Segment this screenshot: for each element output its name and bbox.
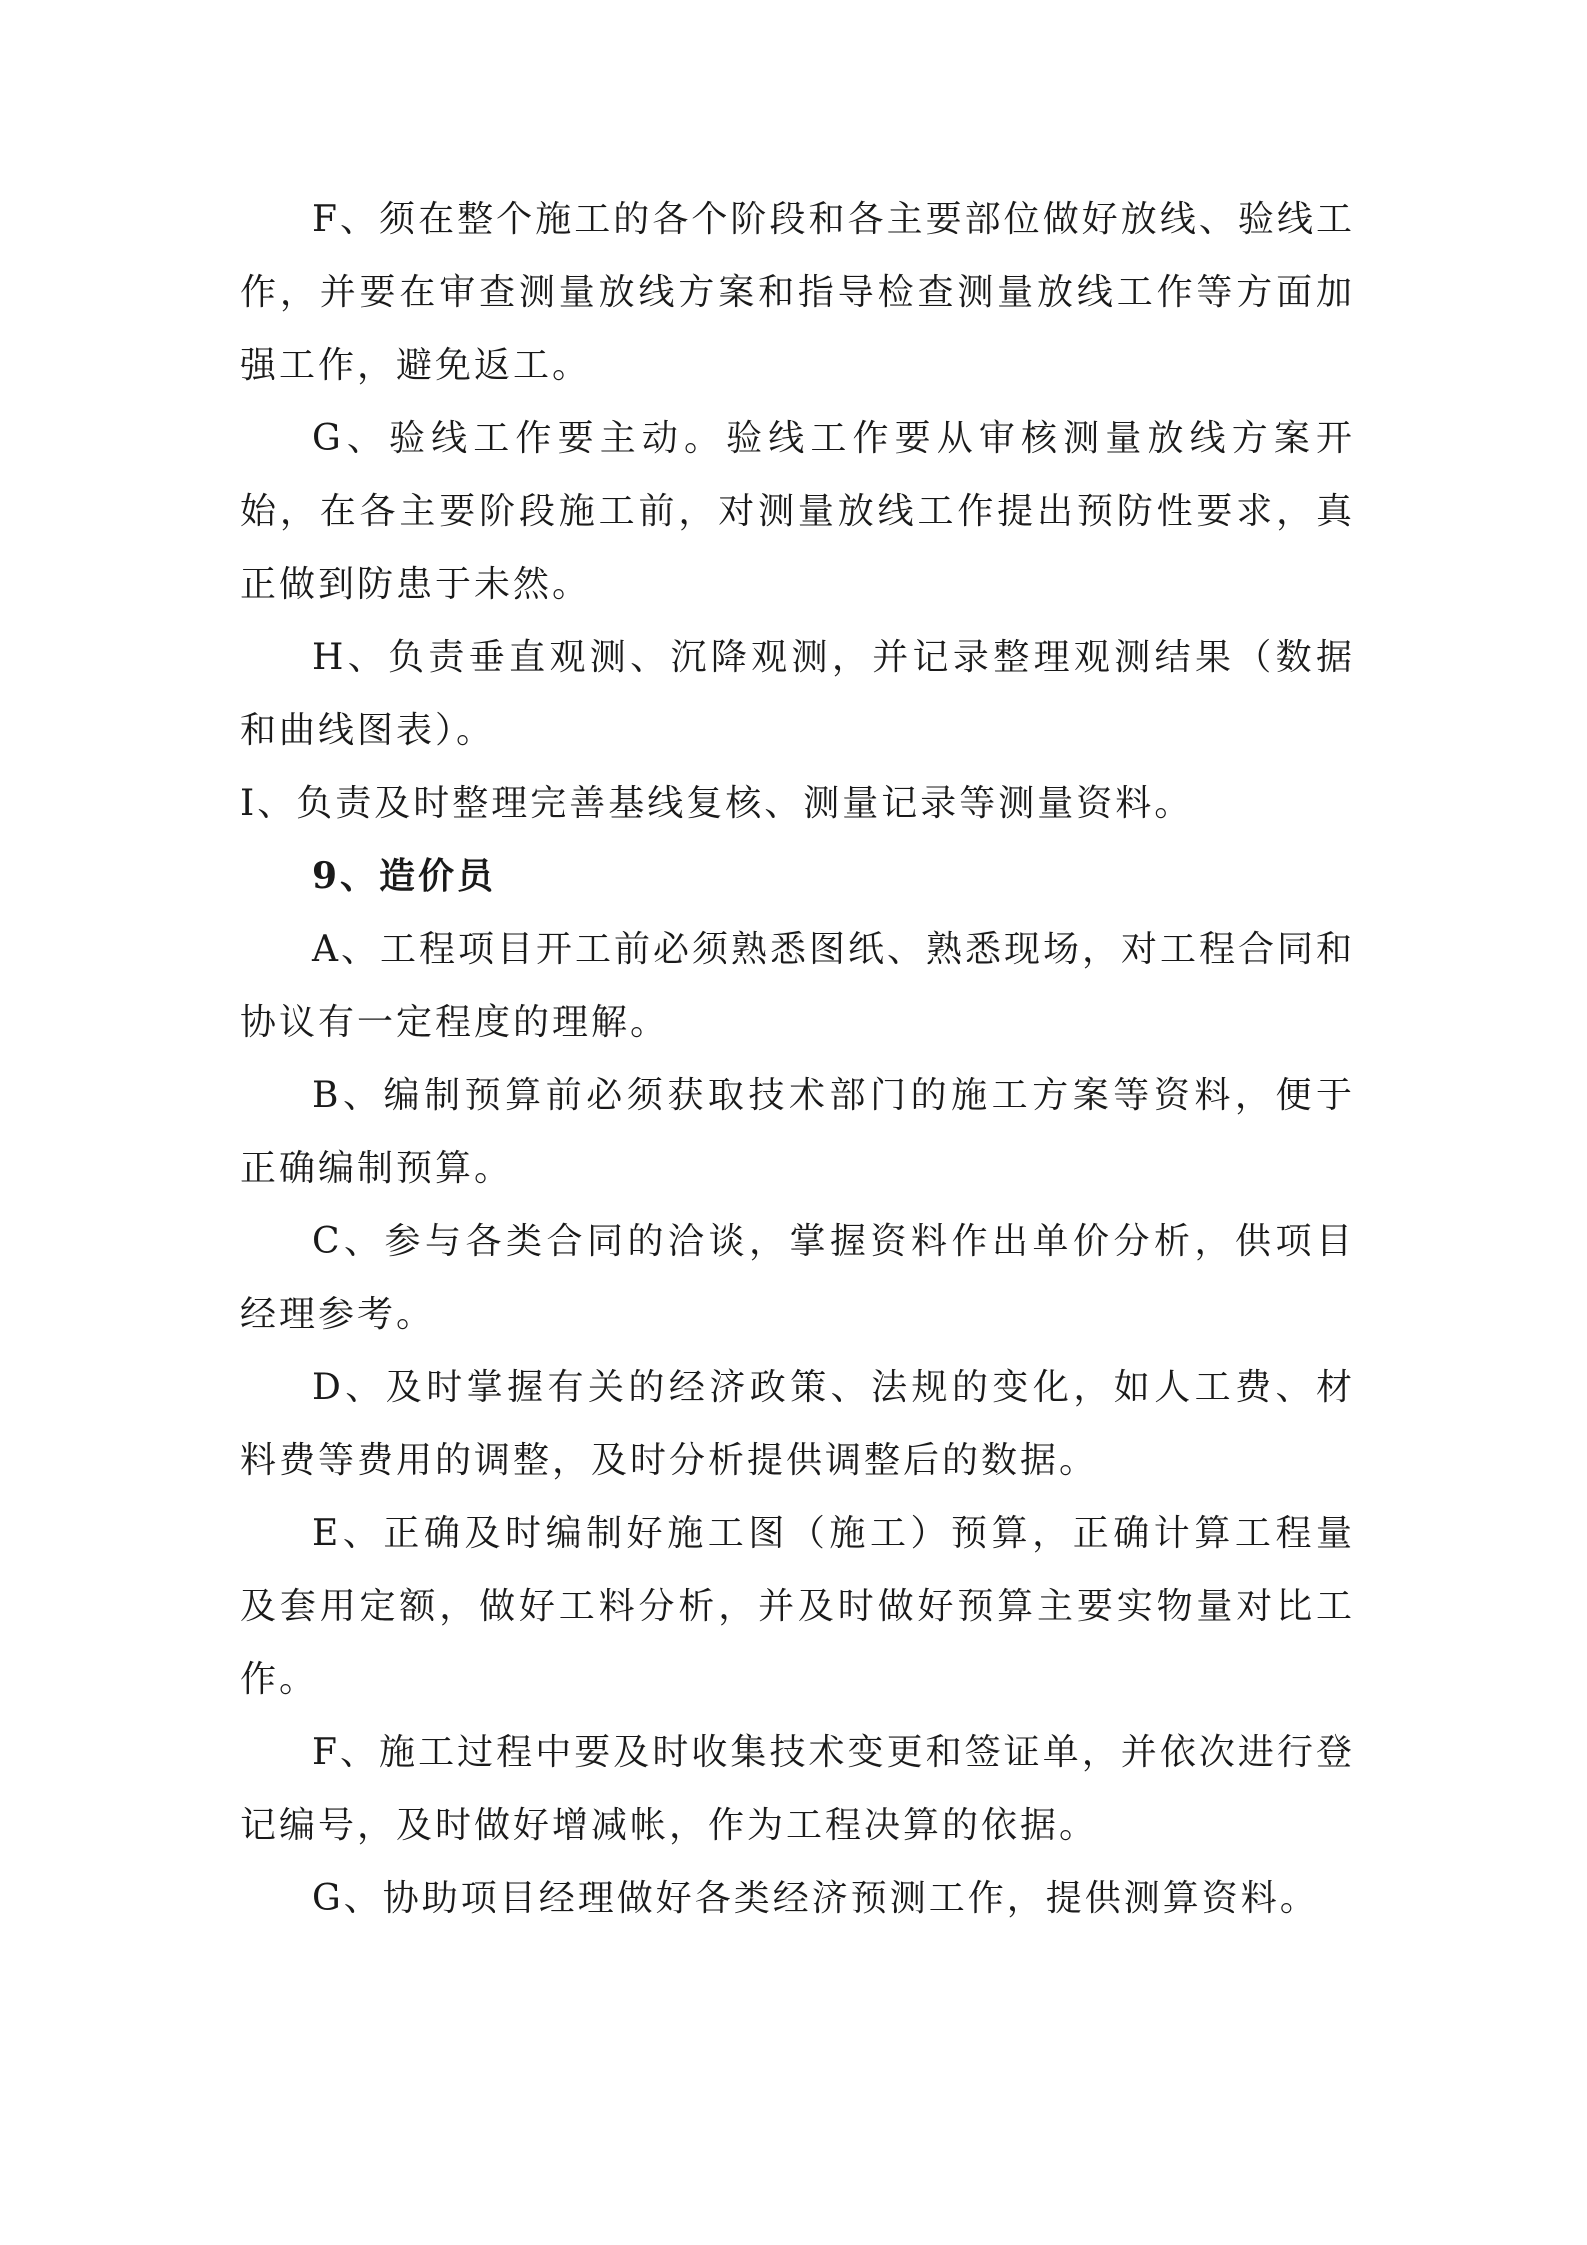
document-body [240,183,1355,1935]
paragraph-i-survey-records: I、负责及时整理完善基线复核、测量记录等测量资料。 [240,783,1194,824]
paragraph-f-change-orders: F、施工过程中要及时收集技术变更和签证单，并依次进行登记编号，及时做好增减帐，作为工程决算的依据。 [240,1732,1355,1846]
section-heading-cost-estimator: 9、造价员 [312,855,497,897]
paragraph-h-observation: H、负责垂直观测、沉降观测，并记录整理观测结果（数据和曲线图表）。 [240,637,1355,751]
paragraph-g-forecast: G、协助项目经理做好各类经济预测工作，提供测算资料。 [312,1878,1319,1919]
paragraph-b-budget: B、编制预算前必须获取技术部门的施工方案等资料，便于正确编制预算。 [240,1075,1355,1189]
paragraph-e-construction-budget: E、正确及时编制好施工图（施工）预算，正确计算工程量及套用定额，做好工料分析，并及时做好预算主要实物量对比工作。 [240,1513,1355,1700]
paragraph-a-drawings: A、工程项目开工前必须熟悉图纸、熟悉现场，对工程合同和协议有一定程度的理解。 [240,929,1355,1043]
paragraph-c-contracts: C、参与各类合同的洽谈，掌握资料作出单价分析，供项目经理参考。 [240,1221,1355,1335]
paragraph-d-policies: D、及时掌握有关的经济政策、法规的变化，如人工费、材料费等费用的调整，及时分析提供调整后的数据。 [240,1367,1355,1481]
paragraph-g-line-check: G、验线工作要主动。验线工作要从审核测量放线方案开始，在各主要阶段施工前，对测量放线工作提出预防性要求，真正做到防患于未然。 [240,418,1355,605]
paragraph-f-survey-layout: F、须在整个施工的各个阶段和各主要部位做好放线、验线工作，并要在审查测量放线方案和指导检查测量放线工作等方面加强工作，避免返工。 [240,199,1355,386]
